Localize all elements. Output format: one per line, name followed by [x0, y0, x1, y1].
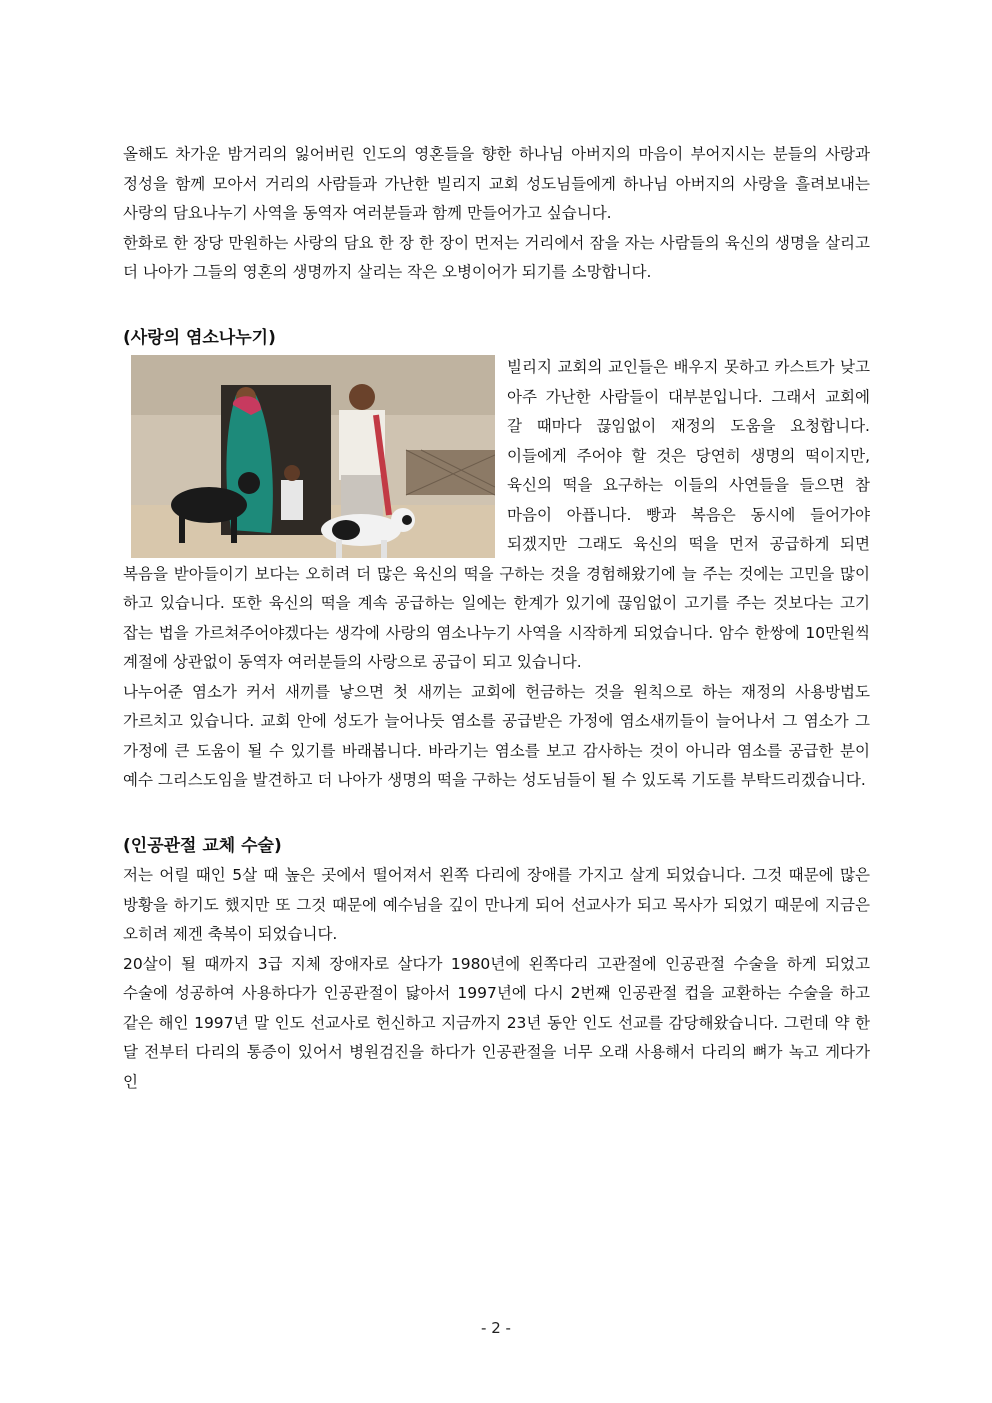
family-with-goats-illustration [131, 355, 495, 558]
goat-paragraph-2: 나누어준 염소가 커서 새끼를 낳으면 첫 새끼는 교회에 헌금하는 것을 원칙으로 하는 재정의 사용방법도 가르치고 있습니다. 교회 안에 성도가 늘어나듯 염소를 공급받은 가정에 염소새끼들이 늘어나서 그 염소가 그 가정에 큰 도움이 될 수 있기를 바래봅니다. 바라기는 염소를 보고 감사하는 것이 아니라 염소를 공급한 분이 예수 그리스도임을 발견하고 더 나아가 생명의 떡을 구하는 성도님들이 될 수 있도록 기도를 부탁드리겠습니다. [123, 682, 870, 789]
document-body [123, 140, 870, 1097]
family-with-goats-photo [131, 355, 495, 558]
surgery-section-heading: (인공관절 교체 수술) [123, 835, 282, 856]
surgery-paragraph-2: 20살이 될 때까지 3급 지체 장애자로 살다가 1980년에 왼쪽다리 고관절에 인공관절 수술을 하게 되었고 수술에 성공하여 사용하다가 인공관절이 닳아서 1997년에 다시 2번째 인공관절 컵을 교환하는 수술을 하고 같은 해인 1997년 말 인도 선교사로 헌신하고 지금까지 23년 동안 인도 선교를 감당해왔습니다. 그런데 약 한 달 전부터 다리의 통증이 있어서 병원검진을 하다가 인공관절을 너무 오래 사용해서 다리의 뼈가 녹고 게다가 인 [123, 954, 870, 1091]
intro-paragraph-1: 올해도 차가운 밤거리의 잃어버린 인도의 영혼들을 향한 하나님 아버지의 마음이 부어지시는 분들의 사랑과 정성을 함께 모아서 거리의 사람들과 가난한 빌리지 교회 성도님들에게 하나님 아버지의 사랑을 흘려보내는 사랑의 담요나누기 사역을 동역자 여러분들과 함께 만들어가고 싶습니다. [123, 145, 870, 222]
surgery-paragraph-1: 저는 어릴 때인 5살 때 높은 곳에서 떨어져서 왼쪽 다리에 장애를 가지고 살게 되었습니다. 그것 때문에 많은 방황을 하기도 했지만 또 그것 때문에 예수님을 깊이 만나게 되어 선교사가 되고 목사가 되었기 때문에 지금은 오히려 제겐 축복이 되었습니다. [123, 866, 870, 943]
goat-paragraph-1: 빌리지 교회의 교인들은 배우지 못하고 카스트가 낮고 아주 가난한 사람들이 대부분입니다. 그래서 교회에 갈 때마다 끊임없이 재정의 도움을 요청합니다. 이들에게 주어야 할 것은 당연히 생명의 떡이지만, 육신의 떡을 요구하는 이들의 사연들을 들으면 참 마음이 아픕니다. 빵과 복음은 동시에 들어가야 되겠지만 그래도 육신의 떡을 먼저 공급하게 되면 복음을 받아들이기 보다는 오히려 더 많은 육신의 떡을 구하는 것을 경험해왔기에 늘 주는 것에는 고민을 많이 하고 있습니다. 또한 육신의 떡을 계속 공급하는 일에는 한계가 있기에 끊임없이 고기를 주는 것보다는 고기 잡는 법을 가르쳐주어야겠다는 생각에 사랑의 염소나누기 사역을 시작하게 되었습니다. 암수 한쌍에 10만원씩 계절에 상관없이 동역자 여러분들의 사랑으로 공급이 되고 있습니다. [123, 358, 870, 671]
goat-section-heading: (사랑의 염소나누기) [123, 327, 276, 348]
intro-paragraph-2: 한화로 한 장당 만원하는 사랑의 담요 한 장 한 장이 먼저는 거리에서 잠을 자는 사람들의 육신의 생명을 살리고 더 나아가 그들의 영혼의 생명까지 살리는 작은 오병이어가 되기를 소망합니다. [123, 233, 870, 281]
page-number: - 2 - [481, 1319, 511, 1337]
